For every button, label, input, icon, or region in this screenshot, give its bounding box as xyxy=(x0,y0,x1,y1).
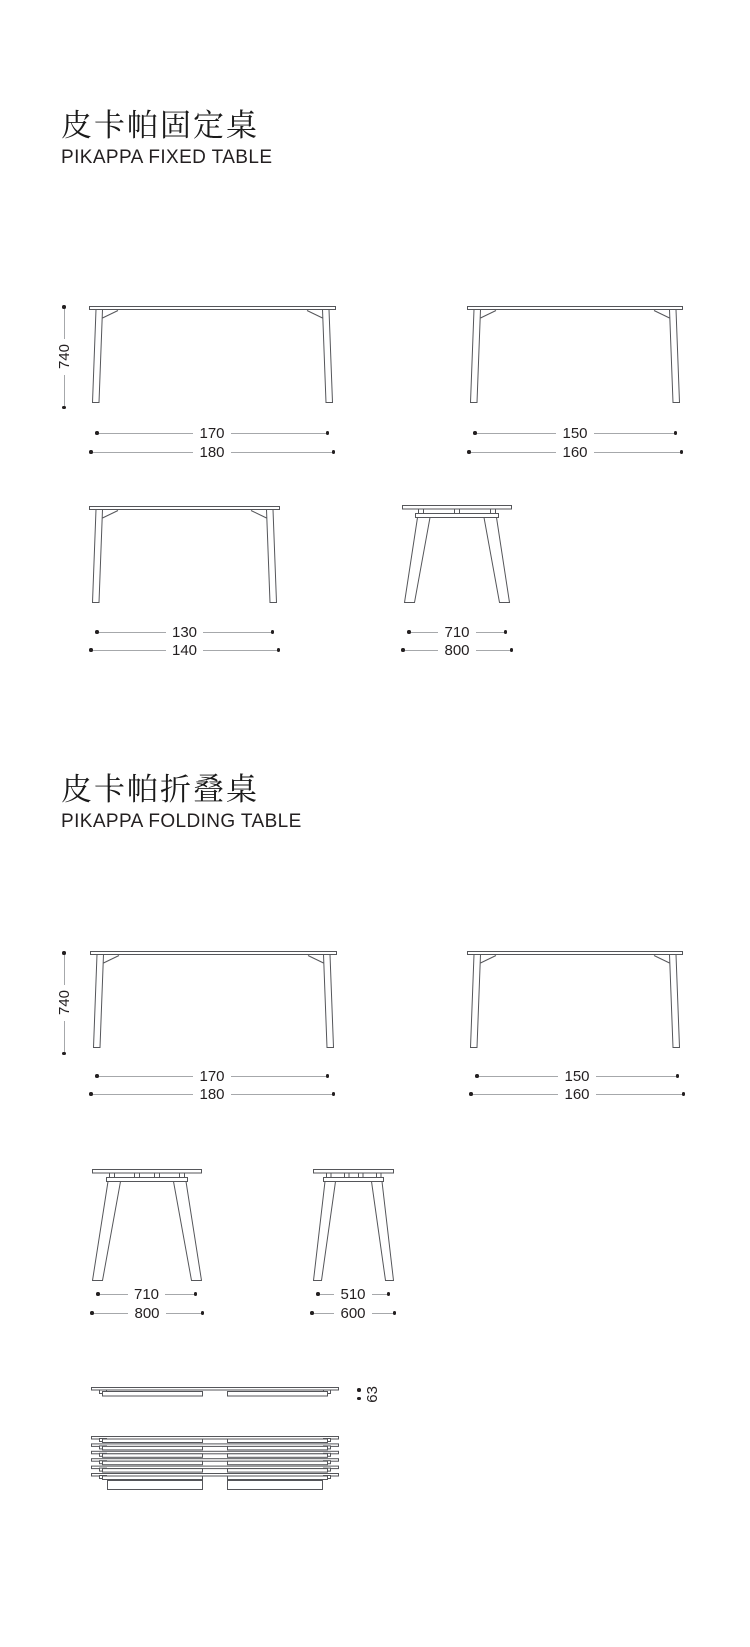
stacked-table xyxy=(92,1444,339,1450)
tabletop xyxy=(90,507,280,510)
dim-label: 160 xyxy=(564,1085,590,1103)
apron-tab xyxy=(135,1173,140,1178)
dim-line xyxy=(594,452,680,453)
dim-line xyxy=(99,632,166,633)
dim-label: 600 xyxy=(340,1304,366,1322)
dim-label: 170 xyxy=(199,424,225,442)
dim-dot xyxy=(682,1092,686,1096)
dim-label: 800 xyxy=(444,641,470,659)
dim-line xyxy=(405,650,439,651)
folding-table-stack-view xyxy=(91,1436,339,1493)
folding-table-title-zh: 皮卡帕折叠桌 xyxy=(61,772,259,807)
fixed-dim-160 xyxy=(467,444,683,460)
folding-dim-160 xyxy=(469,1086,685,1102)
left-leg xyxy=(93,310,103,403)
dim-line xyxy=(203,632,270,633)
folding-dim-170 xyxy=(95,1068,329,1084)
apron xyxy=(416,514,499,518)
folding-dim-800 xyxy=(90,1305,204,1321)
tabletop xyxy=(93,1170,202,1174)
apron-tab xyxy=(155,1173,160,1178)
dim-line xyxy=(314,1313,335,1314)
dim-dot xyxy=(271,630,275,634)
dim-label: 510 xyxy=(340,1285,366,1303)
folding-dim-510 xyxy=(316,1286,390,1302)
dim-dot xyxy=(332,450,336,454)
dim-line xyxy=(93,452,194,453)
tabletop xyxy=(468,307,683,310)
apron-tab xyxy=(359,1173,364,1178)
dim-dot xyxy=(194,1292,198,1296)
folding-table-front-view-160 xyxy=(467,951,683,1050)
dim-dot xyxy=(387,1292,391,1296)
right-leg xyxy=(323,310,333,403)
dim-dots xyxy=(357,1388,361,1400)
dim-label: 740 xyxy=(55,344,73,370)
apron-tab xyxy=(110,1173,115,1178)
dim-label: 180 xyxy=(199,443,225,461)
dim-line xyxy=(477,433,557,434)
dim-label: 710 xyxy=(444,623,470,641)
dim-label: 710 xyxy=(133,1285,160,1303)
dim-dot xyxy=(332,1092,336,1096)
dim-line xyxy=(411,632,439,633)
dim-dot xyxy=(201,1311,205,1315)
stacked-table xyxy=(92,1474,339,1480)
folding-table-front-view-180 xyxy=(90,951,337,1050)
left-bracket xyxy=(103,311,119,319)
right-leg xyxy=(670,310,680,403)
dim-dot xyxy=(393,1311,397,1315)
bottom-right-folded-leg xyxy=(228,1481,323,1490)
right-bracket xyxy=(308,956,324,964)
dim-line xyxy=(596,1094,682,1095)
dim-label: 63 xyxy=(363,1385,381,1403)
dim-label: 130 xyxy=(171,623,198,641)
fixed-table-front-view-160 xyxy=(467,306,683,405)
tabletop xyxy=(468,952,683,955)
dim-dot xyxy=(676,1074,680,1078)
right-leg xyxy=(372,1182,394,1281)
left-leg xyxy=(94,955,104,1048)
bottom-left-folded-leg xyxy=(108,1481,203,1490)
dim-label: 140 xyxy=(171,641,198,659)
left-bracket xyxy=(103,511,119,519)
dim-line xyxy=(473,1094,559,1095)
apron-tab xyxy=(180,1173,185,1178)
dim-dot xyxy=(326,431,330,435)
left-folded-leg xyxy=(103,1392,203,1397)
fixed-dim-140 xyxy=(89,642,280,658)
stacked-table xyxy=(92,1466,339,1472)
folding-dim-180 xyxy=(89,1086,335,1102)
apron-tab xyxy=(419,509,424,514)
dim-line xyxy=(93,650,166,651)
folding-dim-150 xyxy=(475,1068,679,1084)
left-leg xyxy=(405,518,431,603)
fixed-dim-150 xyxy=(473,425,677,441)
fixed-table-side-view-800 xyxy=(402,505,512,605)
folding-height-dimension xyxy=(56,951,72,1055)
right-bracket xyxy=(654,956,670,964)
dim-label: 150 xyxy=(562,424,588,442)
dim-label: 160 xyxy=(562,443,588,461)
fixed-dim-170 xyxy=(95,425,329,441)
dim-dot xyxy=(357,1388,361,1392)
fixed-table-front-view-180 xyxy=(89,306,336,405)
right-folded-leg xyxy=(228,1392,328,1397)
dim-line xyxy=(372,1313,393,1314)
right-leg xyxy=(324,955,334,1048)
right-bracket xyxy=(654,311,670,319)
fixed-height-dimension xyxy=(56,305,72,409)
right-leg xyxy=(484,518,510,603)
fixed-table-title-en: PIKAPPA FIXED TABLE xyxy=(61,147,273,168)
dim-line xyxy=(166,1313,201,1314)
apron-tab xyxy=(491,509,496,514)
left-leg xyxy=(314,1182,336,1281)
right-leg xyxy=(670,955,680,1048)
dim-line xyxy=(94,1313,129,1314)
dim-line xyxy=(99,433,194,434)
tabletop xyxy=(91,952,337,955)
tabletop xyxy=(90,307,336,310)
right-leg xyxy=(267,510,277,603)
folding-table-side-view-600 xyxy=(313,1169,394,1283)
dim-line xyxy=(203,650,276,651)
dim-label: 180 xyxy=(199,1085,225,1103)
dim-line xyxy=(479,1076,559,1077)
dim-line xyxy=(100,1294,128,1295)
dim-line xyxy=(596,1076,676,1077)
dim-line xyxy=(64,1021,65,1052)
stacked-table xyxy=(92,1459,339,1465)
apron-tab xyxy=(455,509,460,514)
right-bracket xyxy=(307,311,323,319)
dim-line xyxy=(64,309,65,340)
left-leg xyxy=(471,955,481,1048)
right-bracket xyxy=(251,511,267,519)
dim-line xyxy=(372,1294,387,1295)
dim-dot xyxy=(680,450,684,454)
left-bracket xyxy=(104,956,120,964)
apron-tab xyxy=(345,1173,350,1178)
dim-line xyxy=(320,1294,335,1295)
dim-line xyxy=(64,375,65,406)
left-leg xyxy=(93,1182,121,1281)
tabletop xyxy=(92,1388,339,1391)
fixed-table-front-view-140 xyxy=(89,506,280,605)
fixed-dim-130 xyxy=(95,624,274,640)
apron-tab xyxy=(377,1173,382,1178)
dim-line xyxy=(231,1094,332,1095)
apron xyxy=(324,1178,384,1182)
folding-table-folded-profile xyxy=(91,1387,339,1400)
dim-line xyxy=(231,452,332,453)
dim-dot xyxy=(504,630,508,634)
dim-line xyxy=(64,955,65,986)
dim-dot xyxy=(674,431,678,435)
folding-dim-710 xyxy=(96,1286,197,1302)
dim-label: 740 xyxy=(55,990,73,1016)
stacked-table xyxy=(92,1437,339,1443)
fixed-dim-180 xyxy=(89,444,335,460)
dim-label: 800 xyxy=(134,1304,160,1322)
left-bracket xyxy=(481,311,497,319)
left-leg xyxy=(471,310,481,403)
fixed-table-title-zh: 皮卡帕固定桌 xyxy=(61,108,259,143)
dim-line xyxy=(476,632,504,633)
dim-line xyxy=(99,1076,194,1077)
dim-line xyxy=(165,1294,193,1295)
left-leg xyxy=(93,510,103,603)
apron xyxy=(107,1178,188,1182)
dim-line xyxy=(471,452,557,453)
folded-thickness-dimension xyxy=(357,1381,380,1407)
dim-line xyxy=(476,650,510,651)
fixed-dim-800 xyxy=(401,642,513,658)
dim-dot xyxy=(357,1397,361,1401)
left-bracket xyxy=(481,956,497,964)
dim-label: 170 xyxy=(199,1067,225,1085)
dim-dot xyxy=(277,648,281,652)
stacked-table xyxy=(92,1451,339,1457)
fixed-dim-710 xyxy=(407,624,507,640)
tabletop xyxy=(314,1170,394,1174)
dim-label: 150 xyxy=(564,1067,590,1085)
tabletop xyxy=(403,506,512,510)
folding-table-title-en: PIKAPPA FOLDING TABLE xyxy=(61,811,302,832)
folding-table-side-view-800 xyxy=(92,1169,202,1283)
dim-line xyxy=(594,433,674,434)
dim-line xyxy=(231,1076,326,1077)
dim-dot xyxy=(326,1074,330,1078)
dim-dot xyxy=(62,406,66,410)
dim-dot xyxy=(510,648,514,652)
right-leg xyxy=(174,1182,202,1281)
dim-line xyxy=(231,433,326,434)
apron-tab xyxy=(327,1173,332,1178)
dim-dot xyxy=(62,1052,66,1056)
dim-line xyxy=(93,1094,194,1095)
folding-dim-600 xyxy=(310,1305,396,1321)
